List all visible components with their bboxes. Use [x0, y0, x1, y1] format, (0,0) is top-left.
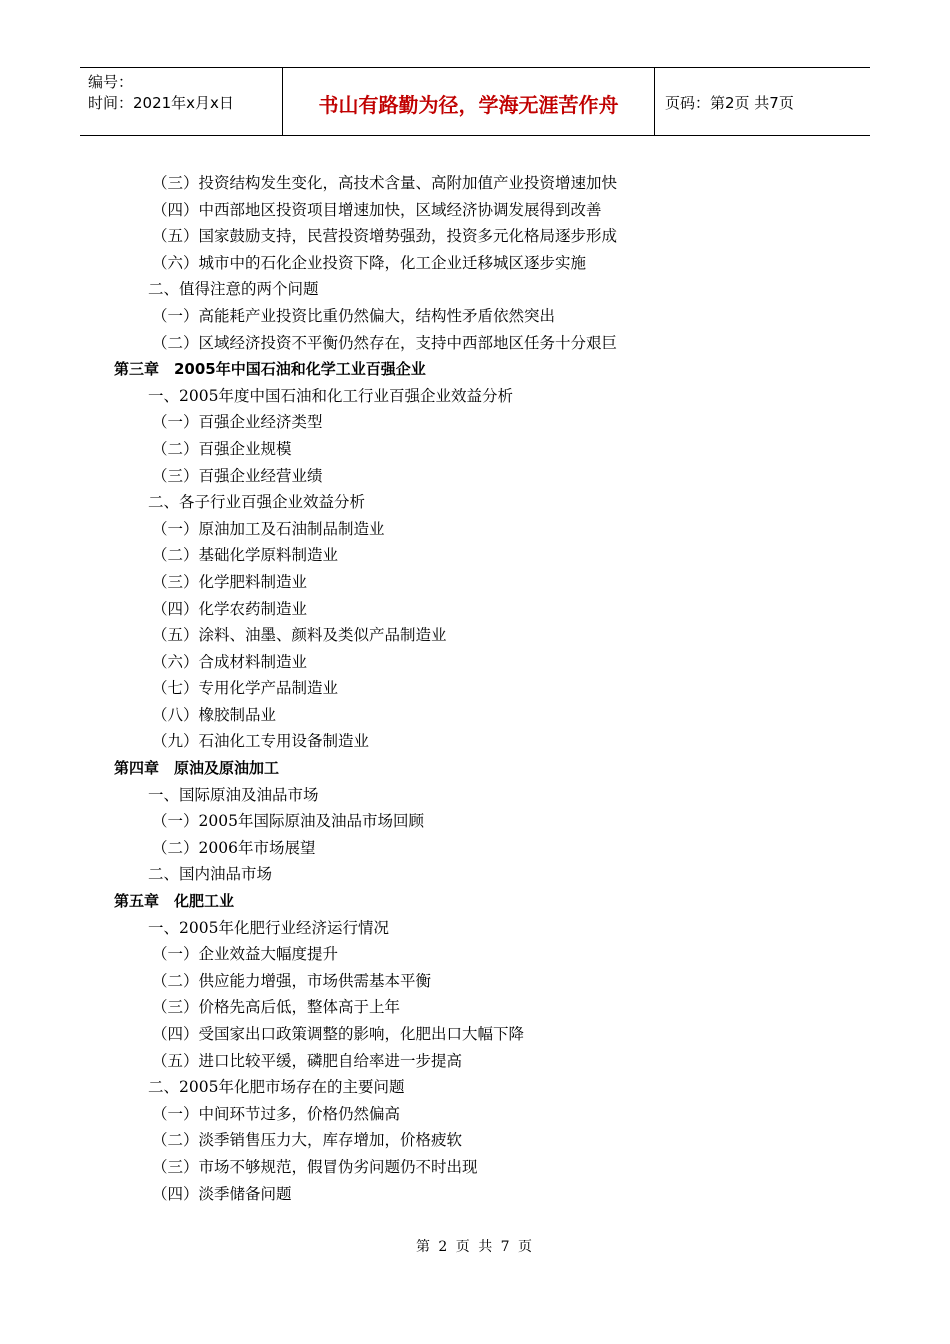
toc-subsection-item: （一）原油加工及石油制品制造业: [152, 519, 385, 538]
toc-subsection-item: （四）淡季储备问题: [152, 1184, 292, 1203]
toc-section-item: 一、国际原油及油品市场: [148, 785, 319, 804]
toc-section-item: 二、2005年化肥市场存在的主要问题: [148, 1078, 405, 1097]
toc-subsection-item: （二）基础化学原料制造业: [152, 546, 339, 565]
toc-subsection-item: （二）供应能力增强，市场供需基本平衡: [152, 971, 432, 990]
toc-section-item: 二、值得注意的两个问题: [148, 280, 319, 299]
toc-subsection-item: （二）百强企业规模: [152, 439, 292, 458]
toc-subsection-item: （一）中间环节过多，价格仍然偏高: [152, 1104, 401, 1123]
toc-subsection-item: （六）城市中的石化企业投资下降，化工企业迁移城区逐步实施: [152, 253, 587, 272]
toc-subsection-item: （五）涂料、油墨、颜料及类似产品制造业: [152, 626, 447, 645]
toc-subsection-item: （四）受国家出口政策调整的影响，化肥出口大幅下降: [152, 1025, 525, 1043]
toc-section-item: 二、各子行业百强企业效益分析: [148, 493, 366, 512]
page-footer: 第 2 页 共 7 页: [415, 1239, 535, 1255]
toc-subsection-item: （二）淡季销售压力大，库存增加，价格疲软: [152, 1131, 463, 1150]
toc-subsection-item: （九）石油化工专用设备制造业: [152, 732, 370, 751]
toc-subsection-item: （三）化学肥料制造业: [152, 572, 308, 591]
toc-subsection-item: （三）百强企业经营业绩: [152, 466, 323, 485]
toc-subsection-item: （二）区域经济投资不平衡仍然存在，支持中西部地区任务十分艰巨: [152, 333, 618, 352]
toc-subsection-item: （五）进口比较平缓，磷肥自给率进一步提高: [152, 1051, 463, 1070]
toc-subsection-item: （一）2005年国际原油及油品市场回顾: [152, 812, 424, 831]
toc-section-item: 一、2005年度中国石油和化工行业百强企业效益分析: [148, 386, 513, 405]
toc-subsection-item: （一）高能耗产业投资比重仍然偏大，结构性矛盾依然突出: [152, 306, 556, 325]
toc-subsection-item: （一）百强企业经济类型: [152, 413, 323, 432]
header-page-info: 页码：第2页 共7页: [665, 94, 794, 112]
toc-subsection-item: （二）2006年市场展望: [152, 838, 316, 857]
toc-subsection-item: （三）价格先高后低，整体高于上年: [152, 998, 401, 1017]
toc-chapter-heading: 第三章 2005年中国石油和化学工业百强企业: [114, 360, 426, 379]
toc-subsection-item: （四）中西部地区投资项目增速加快，区域经济协调发展得到改善: [152, 200, 602, 219]
toc-section-item: 二、国内油品市场: [148, 865, 273, 884]
toc-subsection-item: （七）专用化学产品制造业: [152, 679, 339, 698]
toc-subsection-item: （三）市场不够规范，假冒伪劣问题仍不时出现: [152, 1157, 478, 1176]
header-motto: 书山有路勤为径，学海无涯苦作舟: [283, 68, 655, 135]
serial-number-label: 编号：: [88, 73, 134, 91]
toc-subsection-item: （四）化学农药制造业: [152, 599, 308, 618]
table-of-contents: [0, 170, 950, 1207]
toc-subsection-item: （八）橡胶制品业: [152, 705, 277, 724]
toc-subsection-item: （六）合成材料制造业: [152, 652, 308, 671]
toc-section-item: 一、2005年化肥行业经济运行情况: [148, 918, 389, 937]
toc-subsection-item: （一）企业效益大幅度提升: [152, 945, 339, 964]
toc-subsection-item: （三）投资结构发生变化，高技术含量、高附加值产业投资增速加快: [152, 174, 618, 192]
page-header: [80, 67, 870, 136]
toc-subsection-item: （五）国家鼓励支持，民营投资增势强劲，投资多元化格局逐步形成: [152, 227, 618, 246]
toc-chapter-heading: 第五章 化肥工业: [114, 892, 235, 911]
header-meta: [80, 68, 283, 135]
time-label: 时间：2021年x月x日: [88, 94, 234, 112]
toc-chapter-heading: 第四章 原油及原油加工: [114, 759, 280, 778]
